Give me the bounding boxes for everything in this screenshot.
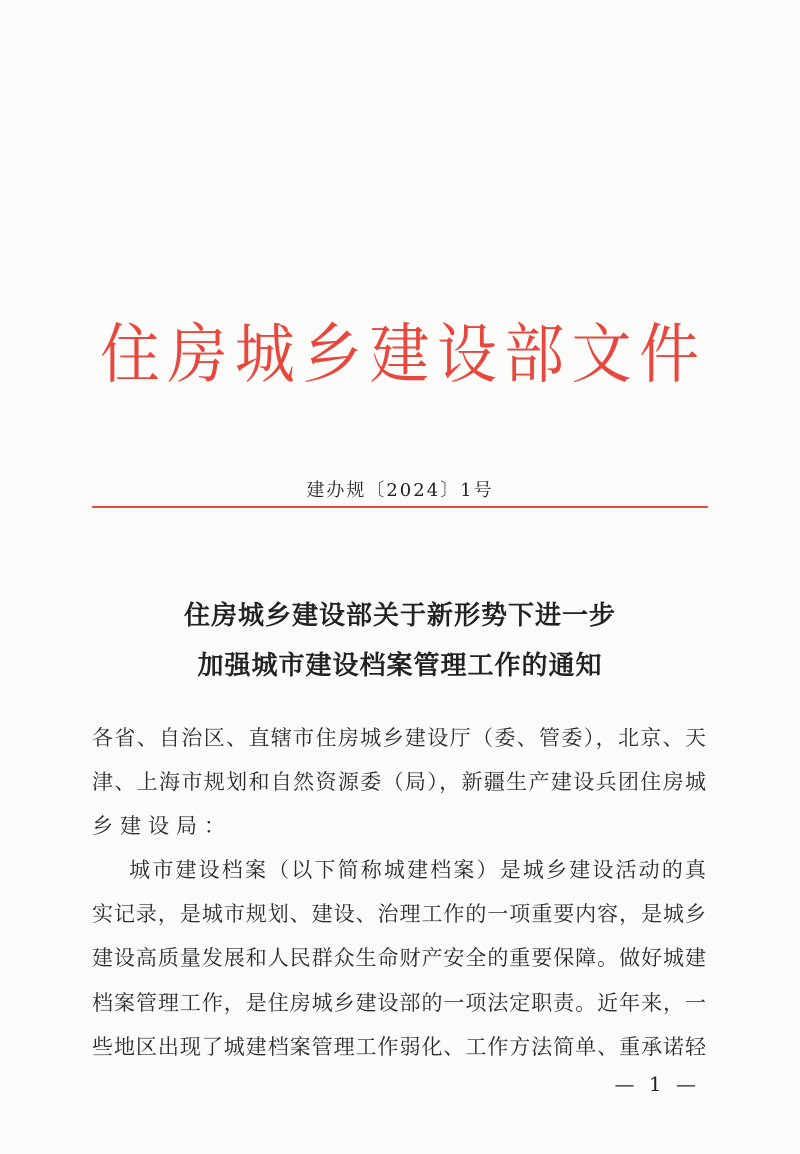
body-line: 城市建设档案（以下简称城建档案）是城乡建设活动的真 [106, 858, 706, 882]
body-line: 各省、自治区、直辖市住房城乡建设厅（委、管委），北京、天 [92, 726, 706, 750]
document-title-line-1: 住房城乡建设部关于新形势下进一步 [183, 601, 616, 631]
red-divider-line [92, 506, 708, 508]
document-masthead: 住房城乡建设部文件 [100, 317, 700, 393]
page-number: — 1 — [614, 1072, 700, 1096]
document-title-line-2: 加强城市建设档案管理工作的通知 [197, 651, 603, 681]
body-line: 乡建设局： [92, 814, 232, 838]
body-line: 津、上海市规划和自然资源委（局），新疆生产建设兵团住房城 [92, 770, 706, 794]
body-line: 实记录，是城市规划、建设、治理工作的一项重要内容，是城乡 [92, 902, 706, 926]
body-line: 些地区出现了城建档案管理工作弱化、工作方法简单、重承诺轻 [92, 1035, 706, 1059]
document-number: 建办规〔2024〕1号 [306, 480, 494, 501]
body-line: 档案管理工作，是住房城乡建设部的一项法定职责。近年来，一 [92, 991, 706, 1015]
body-line: 建设高质量发展和人民群众生命财产安全的重要保障。做好城建 [92, 946, 706, 970]
